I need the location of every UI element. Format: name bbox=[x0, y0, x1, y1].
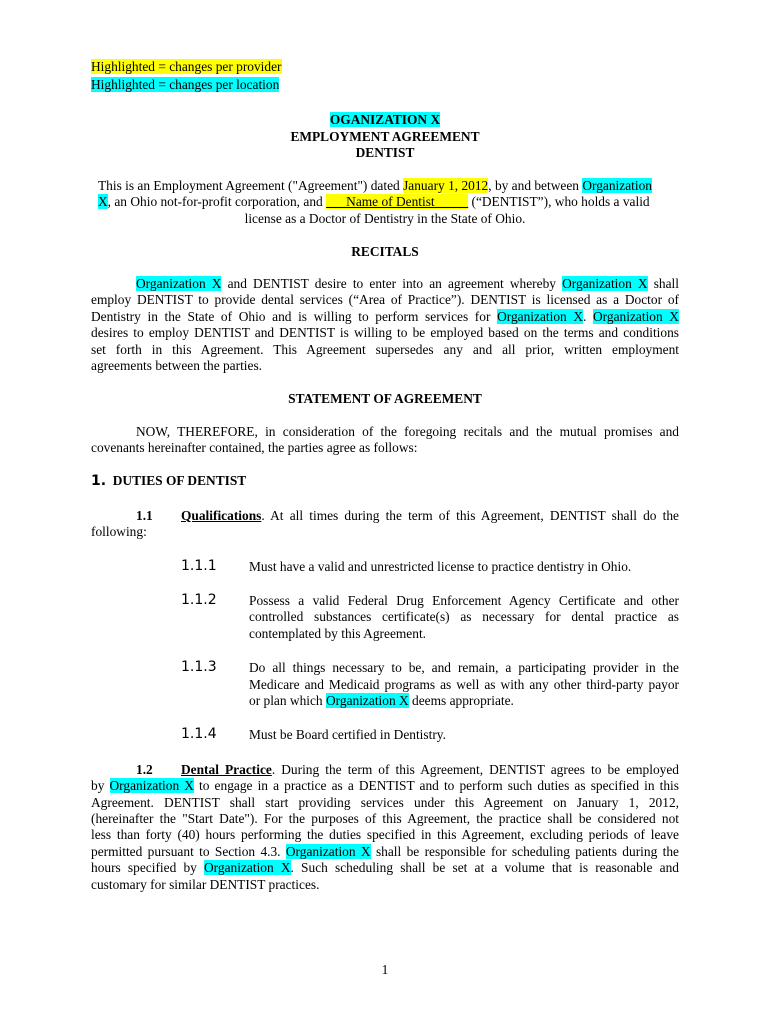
legend-location: Highlighted = changes per location bbox=[91, 77, 280, 92]
section-1-2-line-7: hours specified by Organization X. Such scheduling shall be set at a volume that is reasonable and bbox=[91, 860, 679, 875]
item-1-1-1-text: Must have a valid and unrestricted license to practice dentistry in Ohio. bbox=[249, 559, 632, 574]
recitals-line-3: Dentistry in the State of Ohio and is willing to perform services for Organization X. Organization X bbox=[91, 309, 679, 324]
item-1-1-2-number: 1.1.2 bbox=[181, 592, 217, 608]
org-name: Organization bbox=[582, 178, 652, 193]
section-1-1-line-1: 1.1 Qualifications. At all times during the term of this Agreement, DENTIST shall do the bbox=[136, 508, 679, 523]
dentist-name-field: ___Name of Dentist_____ bbox=[326, 194, 469, 209]
section-1-2-line-3: Agreement. DENTIST shall start providing services under this Agreement on January 1, 2012, bbox=[91, 795, 679, 810]
item-1-1-4-text: Must be Board certified in Dentistry. bbox=[249, 727, 446, 742]
item-1-1-2-line-3: contemplated by this Agreement. bbox=[249, 626, 427, 641]
recitals-line-4: desires to employ DENTIST and DENTIST is willing to be employed based on the terms and conditions bbox=[91, 325, 679, 340]
item-1-1-1-number: 1.1.1 bbox=[181, 558, 217, 574]
section-1-1-line-2: following: bbox=[91, 524, 147, 539]
item-1-1-3-line-2: Medicare and Medicaid programs as well as with any other third-party payor bbox=[249, 677, 679, 692]
item-1-1-3-line-1: Do all things necessary to be, and remain, a participating provider in the bbox=[249, 660, 679, 675]
section-1-2-line-1: 1.2 Dental Practice. During the term of this Agreement, DENTIST agrees to be employed bbox=[136, 762, 679, 777]
intro-line-1: This is an Employment Agreement ("Agreement") dated January 1, 2012, by and between Organization bbox=[98, 178, 652, 193]
item-1-1-3-number: 1.1.3 bbox=[181, 659, 217, 675]
section-1-2-line-6: permitted pursuant to Section 4.3. Organization X shall be responsible for scheduling patients during the bbox=[91, 844, 679, 859]
org-name: X bbox=[98, 194, 108, 209]
item-1-1-2-line-1: Possess a valid Federal Drug Enforcement Agency Certificate and other bbox=[249, 593, 679, 608]
recitals-line-1: Organization X and DENTIST desire to enter into an agreement whereby Organization X shall bbox=[136, 276, 679, 291]
recitals-line-5: set forth in this Agreement. This Agreement supersedes any and all prior, written employment bbox=[91, 342, 679, 357]
item-1-1-3-line-3: or plan which Organization X deems appropriate. bbox=[249, 693, 514, 708]
section-1-2-line-5: less than forty (40) hours performing the duties specified in this Agreement, excluding periods of leave bbox=[91, 827, 679, 842]
document-subtitle: DENTIST bbox=[355, 145, 415, 160]
intro-line-3: license as a Doctor of Dentistry in the State of Ohio. bbox=[244, 211, 526, 226]
intro-line-2: X, an Ohio not-for-profit corporation, and ___Name of Dentist_____ (“DENTIST”), who holds a valid bbox=[98, 194, 650, 209]
section-1-2-line-2: by Organization X to engage in a practice as a DENTIST and to perform such duties as specified in this bbox=[91, 778, 679, 793]
recitals-line-6: agreements between the parties. bbox=[91, 358, 263, 373]
page-number: 1 bbox=[381, 962, 389, 977]
document-title: EMPLOYMENT AGREEMENT bbox=[290, 129, 480, 144]
section-1-2-line-4: (hereinafter the "Start Date"). For the purposes of this Agreement, the practice shall be considered not bbox=[91, 811, 679, 826]
legend-provider: Highlighted = changes per provider bbox=[91, 59, 282, 74]
statement-line-1: NOW, THEREFORE, in consideration of the foregoing recitals and the mutual promises and bbox=[136, 424, 679, 439]
item-1-1-2-line-2: controlled substances certificate(s) as necessary for dental practice as bbox=[249, 609, 679, 624]
recitals-heading: RECITALS bbox=[351, 244, 419, 259]
agreement-date: January 1, 2012 bbox=[403, 178, 489, 193]
statement-heading: STATEMENT OF AGREEMENT bbox=[288, 391, 482, 406]
section-1-heading: 1. DUTIES OF DENTIST bbox=[91, 473, 247, 489]
section-1-2-line-8: customary for similar DENTIST practices. bbox=[91, 877, 320, 892]
item-1-1-4-number: 1.1.4 bbox=[181, 726, 217, 742]
recitals-line-2: employ DENTIST to provide dental services (“Area of Practice”). DENTIST is licensed as a Doctor of bbox=[91, 292, 679, 307]
org-heading: OGANIZATION X bbox=[329, 112, 441, 127]
statement-line-2: covenants hereinafter contained, the parties agree as follows: bbox=[91, 440, 418, 455]
